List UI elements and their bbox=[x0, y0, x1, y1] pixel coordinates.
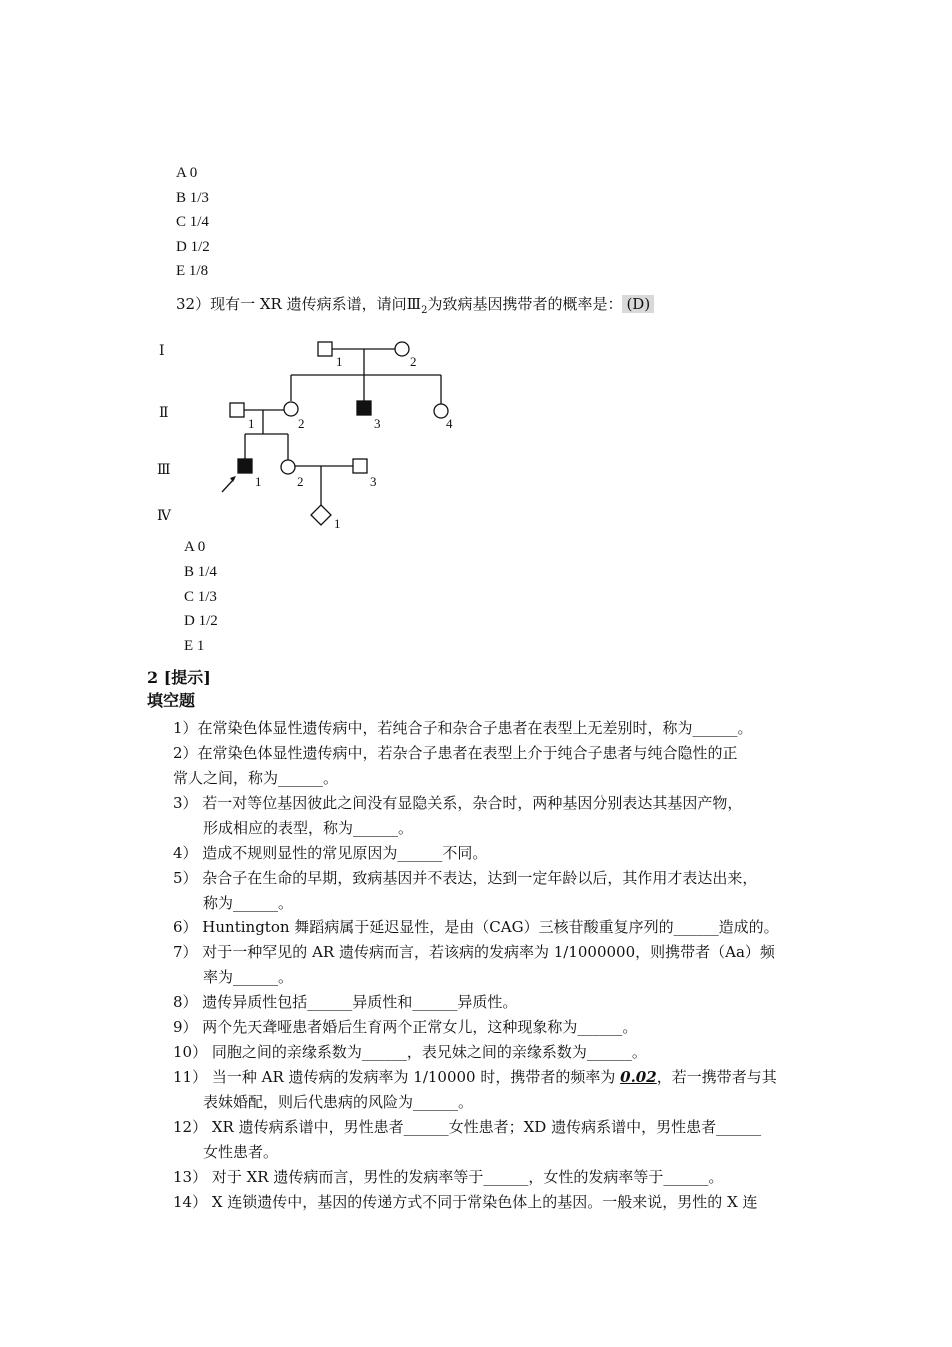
blank-line: 7） 对于一种罕见的 AR 遗传病而言，若该病的发病率为 1/1000000，则携带者（Aa）频 bbox=[173, 943, 775, 961]
label-I1: 1 bbox=[336, 354, 343, 369]
blank-line: 6） Huntington 舞蹈病属于延迟显性，是由（CAG）三核苷酸重复序列的______造成的。 bbox=[173, 918, 779, 936]
blank-line: 3） 若一对等位基因彼此之间没有显隐关系，杂合时，两种基因分别表达其基因产物， bbox=[173, 794, 743, 812]
question-11-line2: 表妹婚配，则后代患病的风险为______。 bbox=[203, 1093, 474, 1111]
label-III1: 1 bbox=[255, 474, 262, 489]
q32-option-a: A 0 bbox=[184, 539, 206, 555]
question-11 bbox=[173, 1067, 777, 1087]
I2-female bbox=[395, 342, 409, 356]
section-hint: 2 [提示] bbox=[147, 668, 211, 687]
II2-female bbox=[284, 402, 298, 416]
blank-line: 14） X 连锁遗传中，基因的传递方式不同于常染色体上的基因。一般来说，男性的 X 连 bbox=[173, 1193, 758, 1211]
blank-line: 常人之间，称为______。 bbox=[173, 769, 339, 787]
question-32 bbox=[176, 294, 654, 321]
label-II3: 3 bbox=[374, 416, 381, 431]
label-IV1: 1 bbox=[334, 516, 341, 531]
IV1-unknown-sex bbox=[311, 505, 331, 525]
label-II2: 2 bbox=[298, 416, 305, 431]
question-32-answer: (D) bbox=[622, 295, 654, 313]
blank-line: 13） 对于 XR 遗传病而言，男性的发病率等于______，女性的发病率等于______。 bbox=[173, 1168, 724, 1186]
q32-option-c: C 1/3 bbox=[184, 589, 217, 605]
question-11-answer: 0.02 bbox=[620, 1068, 657, 1086]
blank-line: 12） XR 遗传病系谱中，男性患者______女性患者；XD 遗传病系谱中，男性患者______ bbox=[173, 1118, 762, 1136]
question-11-text-after: ，若一携带者与其 bbox=[656, 1068, 777, 1086]
blank-line: 称为______。 bbox=[203, 894, 294, 912]
gen-label-2: Ⅱ bbox=[159, 406, 169, 421]
blank-line: 9） 两个先天聋哑患者婚后生育两个正常女儿，这种现象称为______。 bbox=[173, 1018, 638, 1036]
question-32-sub: 2 bbox=[421, 305, 428, 316]
q32-option-b: B 1/4 bbox=[184, 564, 217, 580]
III2-female bbox=[281, 460, 295, 474]
option-e: E 1/8 bbox=[176, 263, 209, 279]
section-title: 填空题 bbox=[147, 691, 196, 710]
label-III3: 3 bbox=[370, 474, 377, 489]
blank-line: 1）在常染色体显性遗传病中，若纯合子和杂合子患者在表型上无差别时，称为______。 bbox=[173, 719, 753, 737]
III1-affected-male bbox=[238, 459, 252, 473]
pedigree-chart bbox=[0, 325, 952, 540]
blank-line: 4） 造成不规则显性的常见原因为______不同。 bbox=[173, 844, 488, 862]
I1-male bbox=[318, 342, 332, 356]
II3-affected-male bbox=[357, 401, 371, 415]
blank-line: 5） 杂合子在生命的早期，致病基因并不表达，达到一定年龄以后，其作用才表达出来， bbox=[173, 869, 758, 887]
q32-option-d: D 1/2 bbox=[184, 613, 218, 629]
option-a: A 0 bbox=[176, 165, 198, 181]
label-II1: 1 bbox=[248, 416, 255, 431]
gen-label-1: Ⅰ bbox=[159, 344, 165, 359]
blank-line: 8） 遗传异质性包括______异质性和______异质性。 bbox=[173, 993, 518, 1011]
question-11-text: 11） 当一种 AR 遗传病的发病率为 1/10000 时，携带者的频率为 bbox=[173, 1068, 621, 1086]
label-II4: 4 bbox=[446, 416, 453, 431]
question-32-text: 32）现有一 XR 遗传病系谱，请问Ⅲ bbox=[176, 295, 422, 313]
label-I2: 2 bbox=[410, 354, 417, 369]
blank-line: 形成相应的表型，称为______。 bbox=[203, 819, 414, 837]
blank-line: 率为______。 bbox=[203, 968, 294, 986]
question-32-text-after: 为致病基因携带者的概率是： bbox=[427, 295, 623, 313]
option-c: C 1/4 bbox=[176, 214, 209, 230]
gen-label-3: Ⅲ bbox=[157, 463, 171, 478]
III3-male bbox=[353, 459, 367, 473]
option-b: B 1/3 bbox=[176, 190, 209, 206]
proband-arrow bbox=[222, 479, 234, 492]
gen-label-4: Ⅳ bbox=[157, 509, 171, 524]
II1-male bbox=[230, 403, 244, 417]
option-d: D 1/2 bbox=[176, 239, 210, 255]
q32-option-e: E 1 bbox=[184, 638, 205, 654]
blank-line: 2）在常染色体显性遗传病中，若杂合子患者在表型上介于纯合子患者与纯合隐性的正 bbox=[173, 744, 738, 762]
blank-line: 女性患者。 bbox=[203, 1143, 279, 1161]
blank-line: 10） 同胞之间的亲缘系数为______，表兄妹之间的亲缘系数为______。 bbox=[173, 1043, 647, 1061]
label-III2: 2 bbox=[297, 474, 304, 489]
